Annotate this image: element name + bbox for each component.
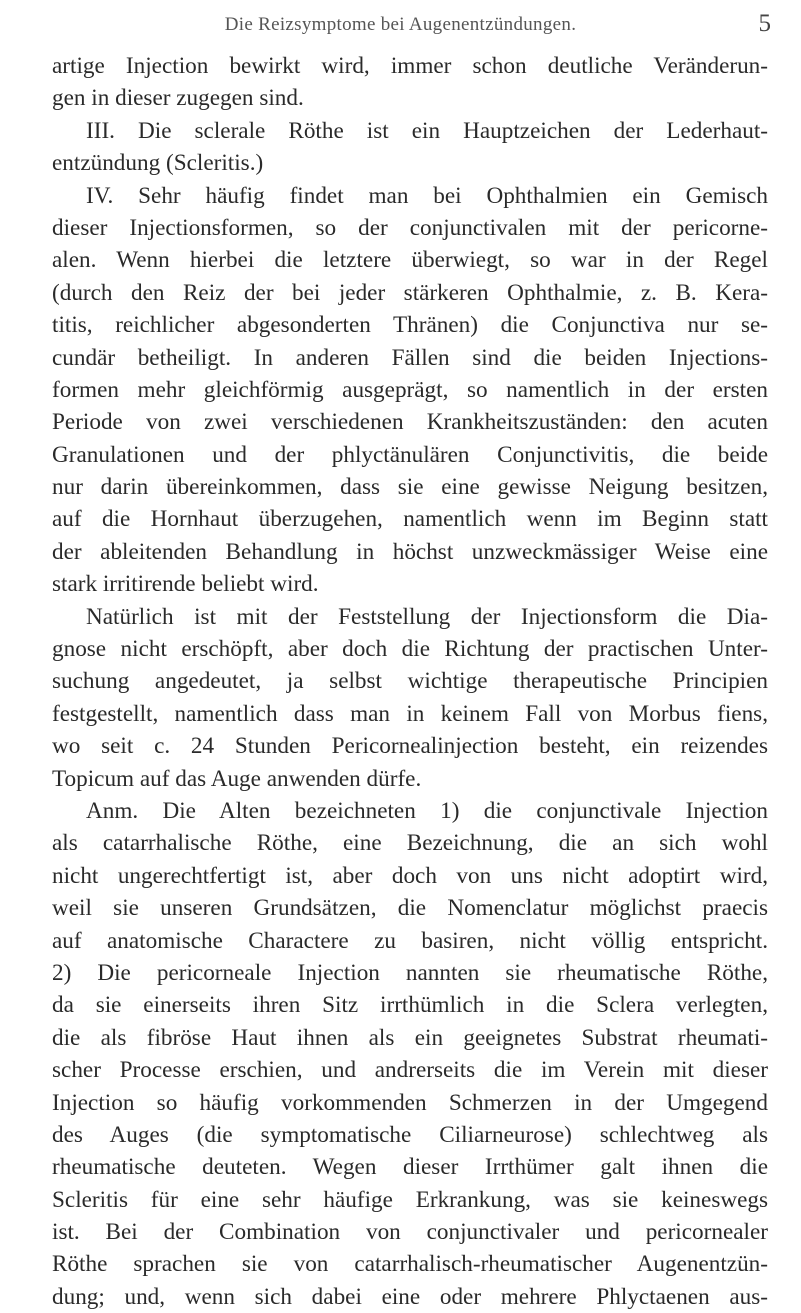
text-line: formen mehr gleichförmig ausgeprägt, so namentlich in der ersten (52, 376, 768, 403)
page-number: 5 (758, 10, 771, 37)
text-line: alen. Wenn hierbei die letztere überwiegt, so war in der Regel (52, 247, 768, 274)
text-line: nicht ungerechtfertigt ist, aber doch von uns nicht adoptirt wird, (52, 862, 768, 889)
running-head (0, 10, 801, 46)
text-line: der ableitenden Behandlung in höchst unzweckmässiger Weise eine (52, 538, 768, 565)
section-heading-line: IV. Sehr häufig findet man bei Ophthalmien ein Gemisch (86, 182, 768, 209)
text-line: auf anatomische Charactere zu basiren, nicht völlig entspricht. (52, 927, 768, 954)
text-line: dung; und, wenn sich dabei eine oder mehrere Phlyctaenen aus- (52, 1283, 768, 1310)
text-line: gnose nicht erschöpft, aber doch die Richtung der practischen Unter- (52, 636, 768, 663)
text-line: nur darin übereinkommen, dass sie eine gewisse Neigung besitzen, (52, 474, 768, 501)
running-title: Die Reizsymptome bei Augenentzündungen. (224, 14, 577, 35)
text-line: artige Injection bewirkt wird, immer schon deutliche Veränderun- (52, 53, 768, 79)
text-line: stark irritirende beliebt wird. (52, 571, 319, 598)
text-line: des Auges (die symptomatische Ciliarneurose) schlechtweg als (52, 1121, 768, 1148)
text-line: da sie einerseits ihren Sitz irrthümlich in die Sclera verlegten, (52, 992, 768, 1019)
text-line: Injection so häufig vorkommenden Schmerzen in der Umgegend (52, 1089, 768, 1116)
text-line: suchung angedeutet, ja selbst wichtige therapeutische Principien (52, 668, 768, 695)
text-line: scher Processe erschien, und andrerseits die im Verein mit dieser (52, 1057, 768, 1084)
text-line: 2) Die pericorneale Injection nannten sie rheumatische Röthe, (52, 959, 768, 986)
text-line: Scleritis für eine sehr häufige Erkrankung, was sie keineswegs (52, 1186, 768, 1213)
section-heading-line: III. Die sclerale Röthe ist ein Hauptzeichen der Lederhaut- (86, 117, 768, 144)
text-line: als catarrhalische Röthe, eine Bezeichnung, die an sich wohl (52, 830, 768, 857)
paragraph-start-line: Natürlich ist mit der Feststellung der Injectionsform die Dia- (86, 603, 768, 630)
text-line: (durch den Reiz der bei jeder stärkeren Ophthalmie, z. B. Kera- (52, 279, 768, 306)
text-line: Periode von zwei verschiedenen Krankheitszuständen: den acuten (52, 409, 768, 436)
text-line: Granulationen und der phlyctänulären Conjunctivitis, die beide (52, 441, 768, 468)
text-line: titis, reichlicher abgesonderten Thränen) die Conjunctiva nur se- (52, 312, 768, 339)
text-line: die als fibröse Haut ihnen als ein geeignetes Substrat rheumati- (52, 1024, 768, 1051)
text-line: wo seit c. 24 Stunden Pericornealinjection besteht, ein reizendes (52, 733, 768, 760)
text-line: ist. Bei der Combination von conjunctivaler und pericornealer (52, 1219, 768, 1246)
text-line: Topicum auf das Auge anwenden dürfe. (52, 765, 422, 792)
text-line: dieser Injectionsformen, so der conjunctivalen mit der pericorne- (52, 214, 768, 241)
text-line: rheumatische deuteten. Wegen dieser Irrthümer galt ihnen die (52, 1154, 768, 1181)
text-line: cundär betheiligt. In anderen Fällen sind die beiden Injections- (52, 344, 768, 371)
note-start-line: Anm. Die Alten bezeichneten 1) die conjunctivale Injection (86, 797, 768, 824)
text-line: festgestellt, namentlich dass man in keinem Fall von Morbus fiens, (52, 700, 768, 727)
body-text (52, 50, 768, 1313)
text-line: entzündung (Scleritis.) (52, 150, 264, 177)
text-line: Röthe sprachen sie von catarrhalisch-rheumatischer Augenentzün- (52, 1251, 768, 1278)
text-line: weil sie unseren Grundsätzen, die Nomenclatur möglichst praecis (52, 895, 768, 922)
text-line: gen in dieser zugegen sind. (52, 85, 304, 112)
text-line: auf die Hornhaut überzugehen, namentlich wenn im Beginn statt (52, 506, 768, 533)
